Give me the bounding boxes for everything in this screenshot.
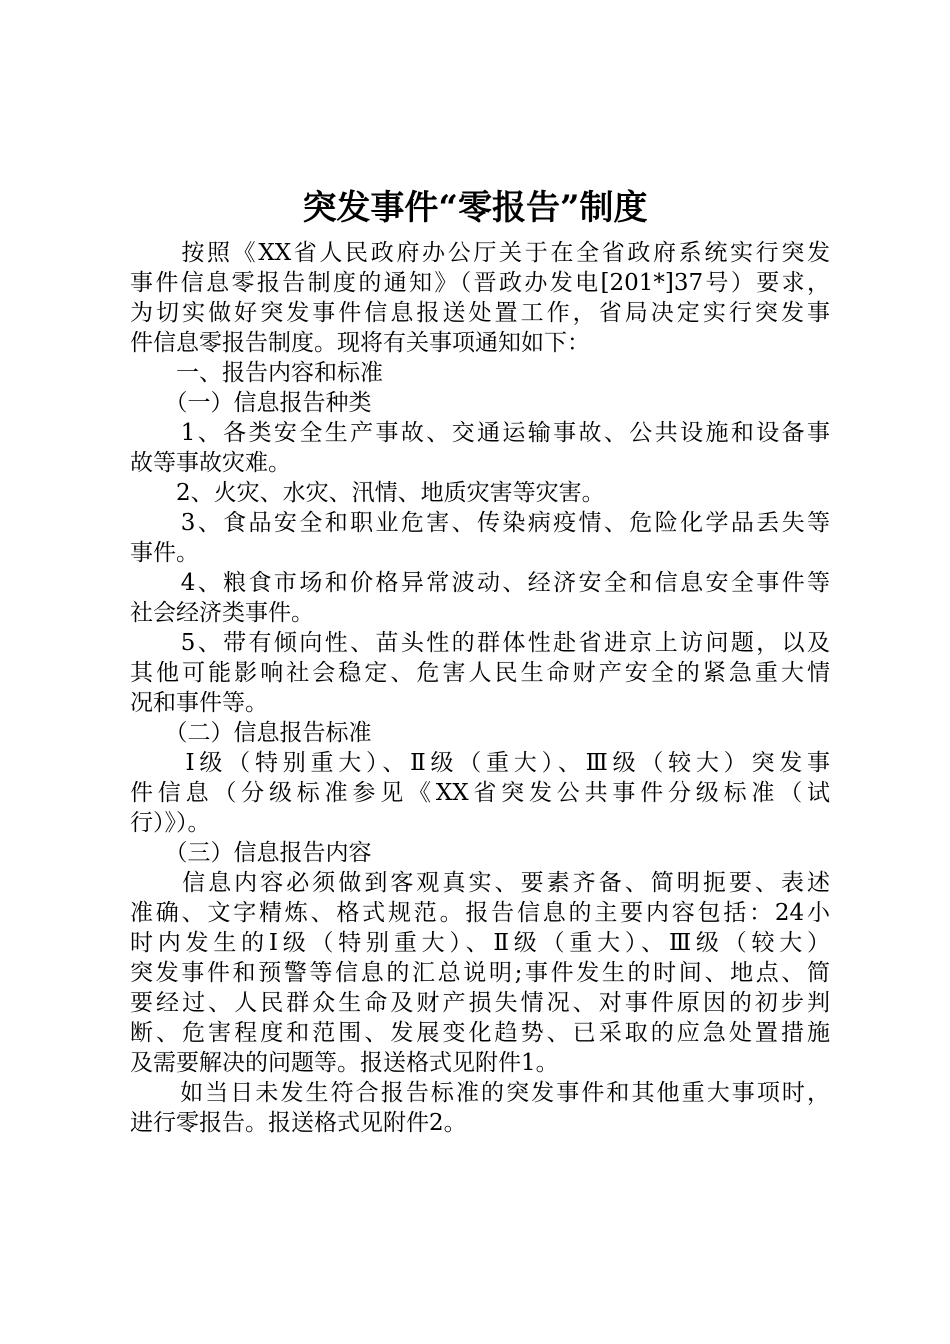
text-line: 断、危害程度和范围、发展变化趋势、已采取的应急处置措施 [130,1020,830,1046]
text-line: 况和事件等。 [130,690,268,716]
text-line: 件信息零报告制度。现将有关事项通知如下： [130,330,590,356]
text-line: （二）信息报告标准 [130,720,372,746]
text-line: 事件。 [130,540,199,566]
text-line: 如当日未发生符合报告标准的突发事件和其他重大事项时， [130,1080,830,1106]
text-line: 进行零报告。报送格式见附件2。 [130,1110,467,1136]
document-body [130,238,830,1138]
text-line: 事件信息零报告制度的通知》（晋政办发电[201*]37号）要求， [130,270,830,296]
text-line: 1、各类安全生产事故、交通运输事故、公共设施和设备事 [130,420,830,446]
text-line: 时内发生的Ⅰ级（特别重大）、Ⅱ级（重大）、Ⅲ级（较大） [130,930,830,956]
text-line: 故等事故灾难。 [130,450,291,476]
text-line: 一、报告内容和标准 [130,360,383,386]
text-line: 社会经济类事件。 [130,600,314,626]
text-line: 件信息（分级标准参见《XX省突发公共事件分级标准（试 [130,780,830,806]
text-line: 准确、文字精炼、格式规范。报告信息的主要内容包括：24小 [130,900,830,926]
text-line: 5、带有倾向性、苗头性的群体性赴省进京上访问题，以及 [130,630,830,656]
text-line: 按照《XX省人民政府办公厅关于在全省政府系统实行突发 [130,240,830,266]
text-line: 为切实做好突发事件信息报送处置工作，省局决定实行突发事 [130,300,830,326]
text-line: 要经过、人民群众生命及财产损失情况、对事件原因的初步判 [130,990,830,1016]
document-title: 突发事件“零报告”制度 [302,188,648,228]
text-line: 2、火灾、水灾、汛情、地质灾害等灾害。 [130,480,605,506]
text-line: 信息内容必须做到客观真实、要素齐备、简明扼要、表述 [130,870,830,896]
text-line: 4、粮食市场和价格异常波动、经济安全和信息安全事件等 [130,570,830,596]
text-line: Ⅰ级（特别重大）、Ⅱ级（重大）、Ⅲ级（较大）突发事 [130,750,830,776]
text-line: 及需要解决的问题等。报送格式见附件1。 [130,1050,559,1076]
text-line: （一）信息报告种类 [130,390,372,416]
text-line: 3、食品安全和职业危害、传染病疫情、危险化学品丢失等 [130,510,830,536]
text-line: 突发事件和预警等信息的汇总说明;事件发生的时间、地点、简 [130,960,830,986]
text-line: 行）》）。 [130,810,211,836]
text-line: 其他可能影响社会稳定、危害人民生命财产安全的紧急重大情 [130,660,830,686]
text-line: （三）信息报告内容 [130,840,372,866]
